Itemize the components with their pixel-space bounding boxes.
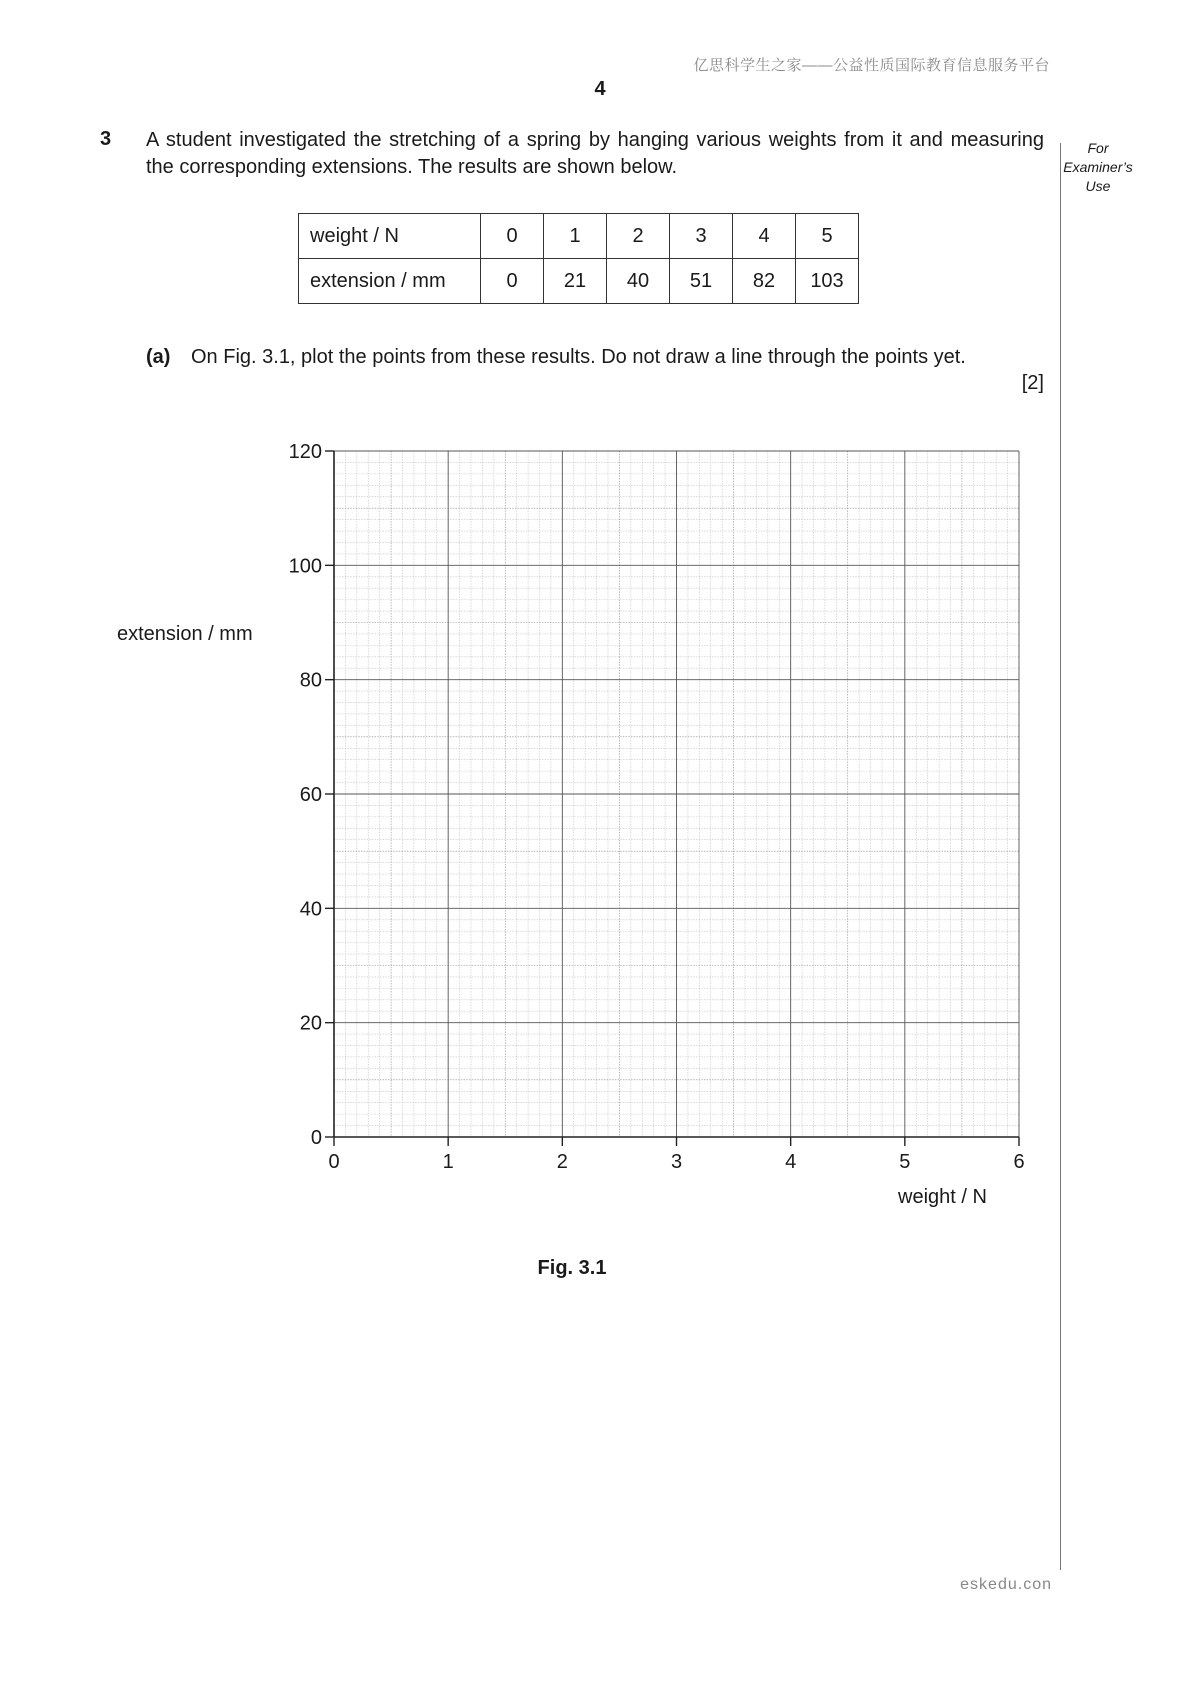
y-axis-ticks xyxy=(289,441,334,1149)
table-cell: 0 xyxy=(481,259,544,304)
footer-site: eskedu.con xyxy=(960,1576,1052,1593)
table-cell: 40 xyxy=(607,259,670,304)
x-tick-label: 2 xyxy=(556,1151,568,1173)
y-tick-label: 0 xyxy=(310,1127,322,1149)
x-axis-label: weight / N xyxy=(898,1186,987,1208)
part-a-instruction: On Fig. 3.1, plot the points from these results. Do not draw a line through the points yet. xyxy=(191,346,966,368)
table-cell: 103 xyxy=(796,259,859,304)
page-number: 4 xyxy=(594,78,606,100)
examiner-note-line: Use xyxy=(1085,178,1111,194)
y-tick-label: 80 xyxy=(299,669,322,692)
table-cell: 3 xyxy=(670,214,733,259)
table-cell: 51 xyxy=(670,259,733,304)
examiner-note-line: Examiner’s xyxy=(1063,159,1133,175)
table-cell: 21 xyxy=(544,259,607,304)
part-a-marks: [2] xyxy=(1021,372,1044,394)
figure-caption: Fig. 3.1 xyxy=(537,1257,607,1279)
table-cell: 4 xyxy=(733,214,796,259)
part-a-label: (a) xyxy=(146,346,171,368)
x-tick-label: 6 xyxy=(1013,1151,1025,1173)
y-tick-label: 100 xyxy=(288,555,322,578)
y-tick-label: 60 xyxy=(299,784,322,806)
examiner-note-line: For xyxy=(1087,140,1109,156)
y-tick-label: 120 xyxy=(288,441,322,463)
table-cell: 0 xyxy=(481,214,544,259)
y-axis-label: extension / mm xyxy=(117,623,253,645)
y-tick-label: 40 xyxy=(299,898,322,921)
x-tick-label: 0 xyxy=(328,1151,340,1173)
table-cell: 82 xyxy=(733,259,796,304)
x-tick-label: 5 xyxy=(899,1151,911,1173)
x-tick-label: 4 xyxy=(785,1151,797,1173)
question-number: 3 xyxy=(100,128,112,150)
y-tick-label: 20 xyxy=(299,1012,322,1035)
header-banner: 亿思科学生之家——公益性质国际教育信息服务平台 xyxy=(693,57,1050,74)
table-row-header: weight / N xyxy=(299,214,481,259)
table-cell: 1 xyxy=(544,214,607,259)
x-tick-label: 1 xyxy=(442,1151,454,1173)
x-tick-label: 3 xyxy=(670,1151,683,1173)
table-cell: 5 xyxy=(796,214,859,259)
x-axis-ticks xyxy=(328,1137,1024,1173)
question-text: A student investigated the stretching of a spring by hanging various weights from it and measuring the corresponding extensions. The results are shown below. xyxy=(146,129,1044,178)
table-cell: 2 xyxy=(607,214,670,259)
table-row-header: extension / mm xyxy=(299,259,481,304)
